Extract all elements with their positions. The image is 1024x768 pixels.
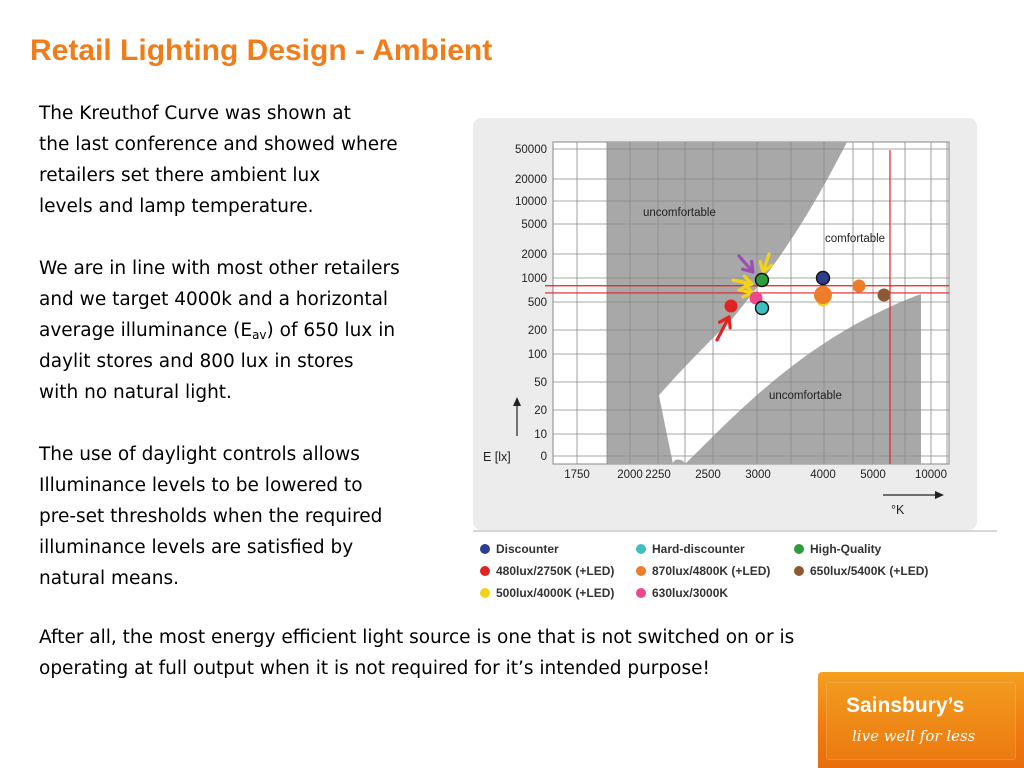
- legend-swatch: [480, 566, 490, 576]
- text-line: We are in line with most other retailers: [39, 258, 400, 279]
- text-line: [39, 315, 459, 346]
- y-tick-label: 0: [540, 451, 547, 463]
- text-line: retailers set there ambient lux: [39, 165, 321, 186]
- y-tick-label: 100: [527, 349, 547, 361]
- chart-svg: [473, 118, 977, 530]
- paragraph-kruithof: [39, 98, 459, 222]
- kruithof-chart: [473, 118, 977, 530]
- logo-brand: Sainsbury’s: [846, 694, 965, 717]
- legend-item: [794, 542, 881, 556]
- data-point: [756, 302, 769, 315]
- y-tick-label: 50000: [515, 144, 547, 156]
- x-tick-label: 4000: [810, 469, 836, 481]
- text-fragment: ) of 650 lux in: [266, 320, 396, 341]
- x-tick-label: 2250: [645, 469, 671, 481]
- legend-item: [636, 586, 728, 600]
- legend-divider: [473, 530, 997, 532]
- x-tick-label: 2500: [695, 469, 721, 481]
- y-tick-label: 10: [534, 429, 547, 441]
- chart-legend: [476, 538, 976, 602]
- text-line: with no natural light.: [39, 382, 232, 403]
- text-fragment: average illuminance (E: [39, 320, 253, 341]
- data-point: [853, 280, 866, 293]
- y-tick-label: 20000: [515, 174, 547, 186]
- legend-swatch: [636, 588, 646, 598]
- data-point: [725, 300, 738, 313]
- y-tick-label: 500: [527, 297, 547, 309]
- legend-label: 630lux/3000K: [652, 586, 729, 600]
- data-point: [878, 289, 891, 302]
- region-label: comfortable: [825, 233, 886, 245]
- y-tick-label: 2000: [521, 249, 547, 261]
- y-tick-label: 200: [527, 325, 547, 337]
- text-line: operating at full output when it is not required for it’s intended purpose!: [39, 658, 710, 679]
- text-line: The use of daylight controls allows: [39, 444, 360, 465]
- text-line: the last conference and showed where: [39, 134, 398, 155]
- legend-swatch: [794, 566, 804, 576]
- y-axis-label: E [lx]: [483, 450, 511, 464]
- x-tick-label: 2000: [617, 469, 643, 481]
- y-tick-label: 5000: [521, 219, 547, 231]
- legend-swatch: [636, 544, 646, 554]
- legend-label: 650lux/5400K (+LED): [810, 564, 929, 578]
- x-tick-label: 5000: [860, 469, 886, 481]
- legend-item: [794, 564, 928, 578]
- text-line: After all, the most energy efficient light source is one that is not switched on or is: [39, 627, 795, 648]
- text-line: levels and lamp temperature.: [39, 196, 314, 217]
- text-line: pre-set thresholds when the required: [39, 506, 383, 527]
- x-tick-label: 3000: [745, 469, 771, 481]
- legend-swatch: [480, 544, 490, 554]
- text-line: daylit stores and 800 lux in stores: [39, 351, 354, 372]
- text-line: illuminance levels are satisfied by: [39, 537, 354, 558]
- data-point: [814, 286, 832, 304]
- text-line: Illuminance levels to be lowered to: [39, 475, 363, 496]
- legend-item: [480, 542, 559, 556]
- y-tick-label: 20: [534, 405, 547, 417]
- data-point: [817, 272, 830, 285]
- legend-item: [636, 564, 770, 578]
- legend-swatch: [636, 566, 646, 576]
- legend-label: High-Quality: [810, 542, 882, 556]
- legend-label: Hard-discounter: [652, 542, 745, 556]
- text-line: natural means.: [39, 568, 179, 589]
- legend-label: Discounter: [496, 542, 559, 556]
- legend-swatch: [480, 588, 490, 598]
- sainsburys-logo: [818, 672, 1024, 768]
- text-line: The Kreuthof Curve was shown at: [39, 103, 351, 124]
- data-point: [756, 274, 769, 287]
- paragraph-daylight: [39, 439, 459, 594]
- legend-label: 500lux/4000K (+LED): [496, 586, 615, 600]
- region-label: uncomfortable: [769, 390, 842, 402]
- legend-item: [480, 564, 614, 578]
- y-tick-label: 10000: [515, 196, 547, 208]
- closing-statement: [39, 622, 939, 684]
- region-label: uncomfortable: [643, 207, 716, 219]
- logo-tagline: live well for less: [852, 727, 976, 745]
- x-tick-label: 1750: [564, 469, 590, 481]
- paragraph-target: [39, 253, 459, 408]
- slide-title: Retail Lighting Design - Ambient: [30, 34, 493, 67]
- legend-label: 870lux/4800K (+LED): [652, 564, 771, 578]
- subscript-av: av: [252, 328, 267, 342]
- legend-item: [636, 542, 745, 556]
- legend-label: 480lux/2750K (+LED): [496, 564, 615, 578]
- body-text: [39, 98, 459, 625]
- x-axis-label: °K: [891, 503, 905, 517]
- y-tick-label: 1000: [521, 273, 547, 285]
- y-tick-label: 50: [534, 377, 547, 389]
- legend-swatch: [794, 544, 804, 554]
- text-line: and we target 4000k and a horizontal: [39, 289, 389, 310]
- x-tick-label: 10000: [915, 469, 947, 481]
- legend-item: [480, 586, 614, 600]
